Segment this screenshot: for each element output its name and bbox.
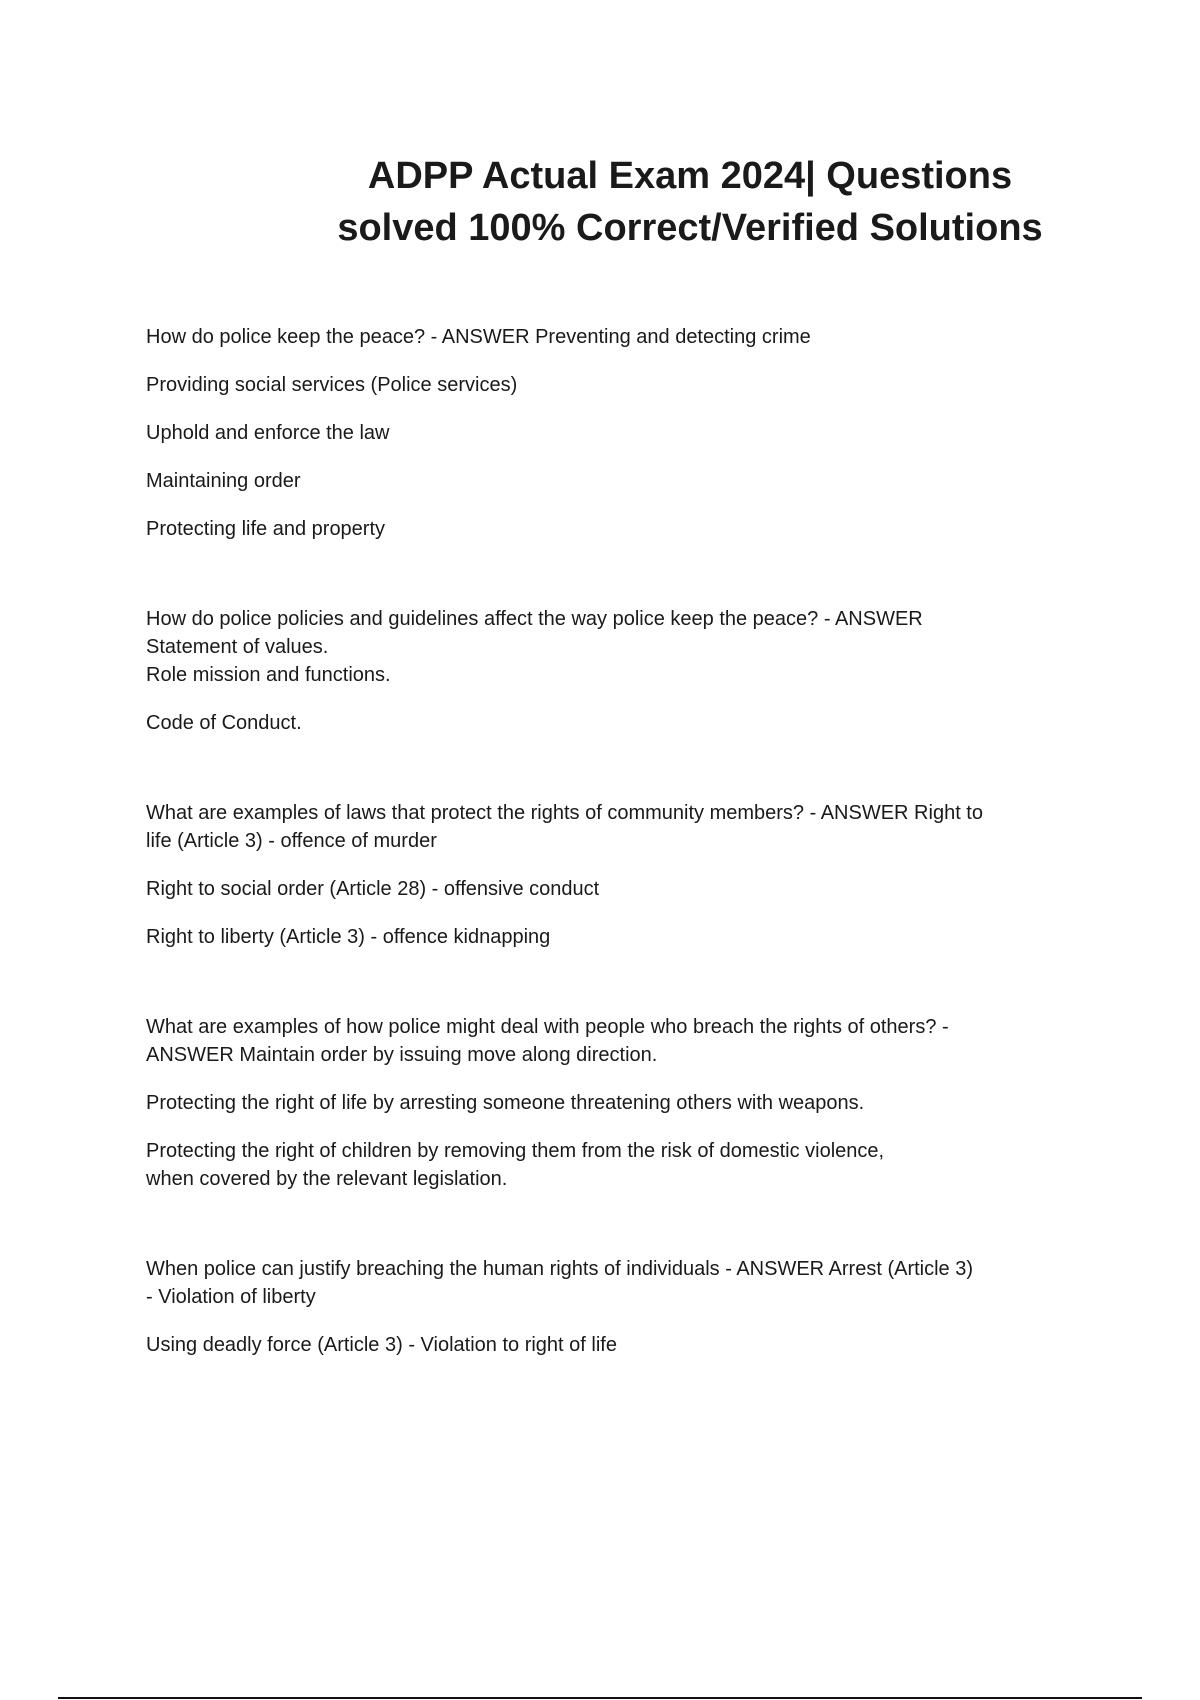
qa-block-1 (146, 323, 1096, 543)
document-title (300, 150, 1080, 254)
answer-line: Protecting the right of life by arresting someone threatening others with weapons. (146, 1092, 865, 1114)
answer-paragraph (146, 1331, 1096, 1359)
answer-paragraph (146, 875, 1096, 903)
answer-paragraph (146, 515, 1096, 543)
page-bottom-divider (58, 1697, 1142, 1699)
answer-paragraph (146, 1137, 1096, 1193)
answer-line: Providing social services (Police services) (146, 374, 518, 396)
answer-line: Protecting the right of children by removing them from the risk of domestic violence, (146, 1140, 885, 1162)
question-answer-line: How do police keep the peace? - ANSWER Preventing and detecting crime (146, 326, 811, 348)
answer-line: Using deadly force (Article 3) - Violation to right of life (146, 1334, 617, 1356)
answer-paragraph (146, 1089, 1096, 1117)
answer-line: Protecting life and property (146, 518, 386, 540)
answer-line: - Violation of liberty (146, 1286, 316, 1308)
answer-line: life (Article 3) - offence of murder (146, 830, 437, 852)
answer-line: Maintaining order (146, 470, 301, 492)
qa-paragraph (146, 799, 1096, 855)
answer-line: when covered by the relevant legislation. (146, 1168, 508, 1190)
qa-block-4 (146, 1013, 1096, 1193)
answer-line: Right to liberty (Article 3) - offence kidnapping (146, 926, 551, 948)
qa-paragraph (146, 1013, 1096, 1069)
answer-paragraph (146, 923, 1096, 951)
answer-line: Code of Conduct. (146, 712, 302, 734)
answer-paragraph (146, 467, 1096, 495)
qa-content (146, 323, 1096, 1421)
qa-paragraph (146, 605, 1096, 689)
title-line-2: solved 100% Correct/Verified Solutions (337, 207, 1043, 249)
answer-line: ANSWER Maintain order by issuing move along direction. (146, 1044, 658, 1066)
qa-block-5 (146, 1255, 1096, 1359)
title-line-1: ADPP Actual Exam 2024| Questions (367, 155, 1013, 197)
answer-line: Statement of values. (146, 636, 329, 658)
qa-block-2 (146, 605, 1096, 737)
answer-paragraph (146, 371, 1096, 399)
question-line: What are examples of how police might deal with people who breach the rights of others? - (146, 1016, 949, 1038)
qa-paragraph (146, 1255, 1096, 1311)
answer-line: Right to social order (Article 28) - offensive conduct (146, 878, 600, 900)
question-line: How do police policies and guidelines affect the way police keep the peace? - ANSWER (146, 608, 923, 630)
answer-line: Role mission and functions. (146, 664, 391, 686)
answer-line: Uphold and enforce the law (146, 422, 390, 444)
qa-paragraph (146, 323, 1096, 351)
question-line: What are examples of laws that protect the rights of community members? - ANSWER Right to (146, 802, 983, 824)
answer-paragraph (146, 419, 1096, 447)
question-line: When police can justify breaching the human rights of individuals - ANSWER Arrest (Article 3) (146, 1258, 974, 1280)
answer-paragraph (146, 709, 1096, 737)
qa-block-3 (146, 799, 1096, 951)
